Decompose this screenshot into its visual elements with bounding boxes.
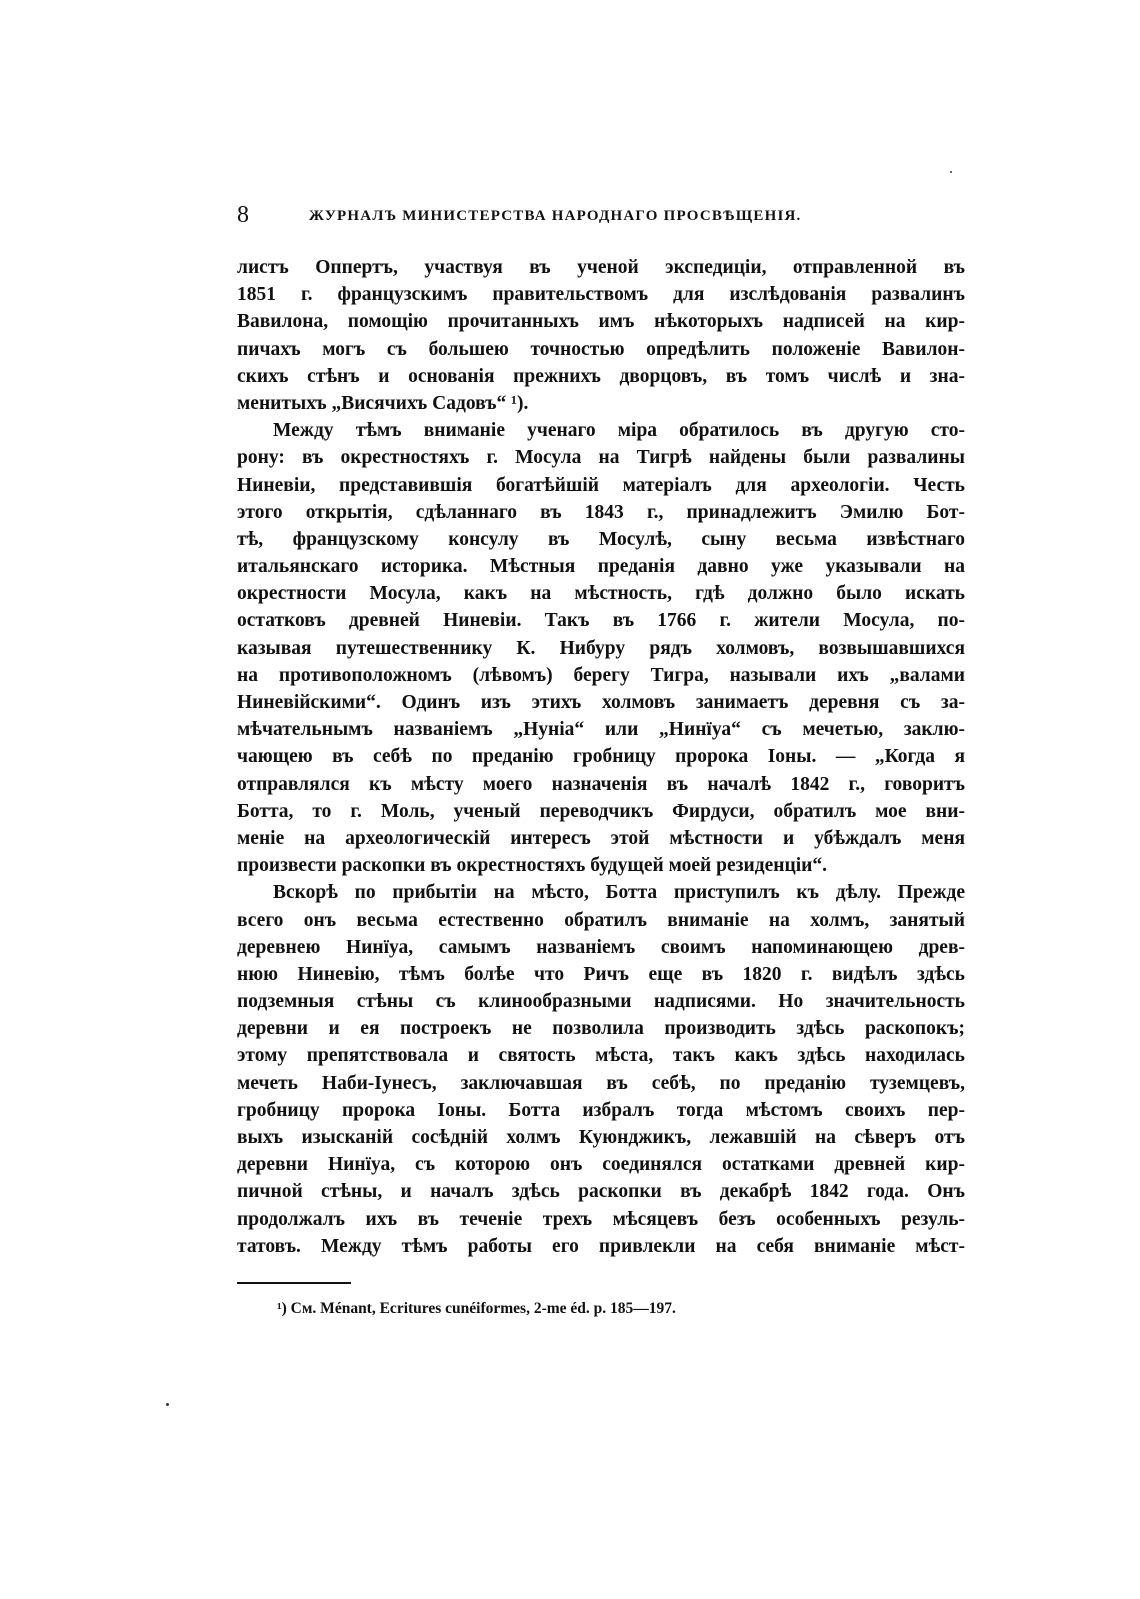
text-line: менитыхъ „Висячихъ Садовъ“ ¹). [237, 392, 529, 414]
text-line: деревнею Нинїуа, самымъ названіемъ своимъ напоминающею древ- [237, 936, 965, 958]
text-line: окрестности Мосула, какъ на мѣстность, гдѣ должно было искать [237, 583, 965, 605]
page [237, 200, 965, 1320]
text-line: чающею въ себѣ по преданію гробницу пророка Іоны. — „Когда я [237, 746, 965, 768]
text-line: меніе на археологическій интересъ этой мѣстности и убѣждалъ меня [237, 827, 965, 849]
text-line: Ботта, то г. Моль, ученый переводчикъ Фирдуси, обратилъ мое вни- [237, 800, 965, 822]
text-line: тѣ, французскому консулу въ Мосулѣ, сыну весьма извѣстнаго [237, 528, 965, 550]
text-line: этому препятствовала и святость мѣста, такъ какъ здѣсь находилась [237, 1045, 965, 1067]
speck-mark [166, 1403, 169, 1406]
body-text [237, 254, 965, 1260]
page-number: 8 [237, 202, 249, 228]
footnote-rule [237, 1282, 351, 1284]
text-line: деревни Нинїуа, съ которою онъ соединялся остатками древней кир- [237, 1154, 965, 1176]
page-header [237, 200, 965, 236]
footnote: ¹) См. Ménant, Ecritures cunéiformes, 2-me éd. p. 185—197. [277, 1299, 676, 1317]
text-line: Ниневіи, представившія богатѣйшій матеріалъ для археологіи. Честь [237, 474, 965, 496]
text-line: на противоположномъ (лѣвомъ) берегу Тигра, называли ихъ „валами [237, 664, 965, 686]
text-line: пичной стѣны, и началъ здѣсь раскопки въ декабрѣ 1842 года. Онъ [237, 1181, 965, 1203]
text-line: всего онъ весьма естественно обратилъ вниманіе на холмъ, занятый [237, 909, 965, 931]
text-line: итальянскаго историка. Мѣстныя преданія давно уже указывали на [237, 556, 965, 578]
paragraph [237, 879, 965, 1260]
text-line: деревни и ея построекъ не позволила производить здѣсь раскопокъ; [237, 1018, 965, 1040]
text-line: скихъ стѣнъ и основанія прежнихъ дворцовъ, въ томъ числѣ и зна- [237, 365, 965, 387]
paragraph [237, 417, 965, 879]
text-line: 1851 г. французскимъ правительствомъ для изслѣдованія развалинъ [237, 284, 965, 306]
text-line: Ниневійскими“. Одинъ изъ этихъ холмовъ занимаетъ деревня съ за- [237, 692, 965, 713]
text-line: мѣчательнымъ названіемъ „Нуніа“ или „Нинїуа“ съ мечетью, заклю- [237, 719, 965, 741]
text-line: татовъ. Между тѣмъ работы его привлекли на себя вниманіе мѣст- [237, 1235, 965, 1257]
text-line: гробницу пророка Іоны. Ботта избралъ тогда мѣстомъ своихъ пер- [237, 1099, 965, 1121]
text-line: этого открытія, сдѣланнаго въ 1843 г., принадлежитъ Эмилю Бот- [237, 501, 965, 523]
text-line: Между тѣмъ вниманіе ученаго міра обратилось въ другую сто- [273, 420, 965, 442]
running-title: ЖУРНАЛЪ МИНИСТЕРСТВА НАРОДНАГО ПРОСВѢЩЕНІЯ. [309, 208, 802, 224]
text-line: произвести раскопки въ окрестностяхъ будущей моей резиденціи“. [237, 855, 827, 877]
text-line: рону: въ окрестностяхъ г. Мосула на Тигрѣ найдены были развалины [237, 447, 965, 469]
text-line: листъ Оппертъ, участвуя въ ученой экспедиціи, отправленной въ [237, 257, 965, 278]
text-line: продолжалъ ихъ въ теченіе трехъ мѣсяцевъ безъ особенныхъ резуль- [237, 1208, 965, 1230]
text-line: Вскорѣ по прибытіи на мѣсто, Ботта приступилъ къ дѣлу. Прежде [273, 882, 965, 904]
text-line: выхъ изысканій сосѣдній холмъ Куюнджикъ, лежавшій на сѣверъ отъ [237, 1127, 965, 1148]
paragraph [237, 254, 965, 417]
text-line: Вавилона, помощію прочитанныхъ имъ нѣкоторыхъ надписей на кир- [237, 311, 965, 333]
text-line: отправлялся къ мѣсту моего назначенія въ началѣ 1842 г., говоритъ [237, 773, 965, 795]
text-line: мечеть Наби-Іунесъ, заключавшая въ себѣ, по преданію туземцевъ, [237, 1072, 965, 1094]
text-line: пичахъ могъ съ большею точностью опредѣлить положеніе Вавилон- [237, 338, 965, 360]
text-line: подземныя стѣны съ клинообразными надписями. Но значительность [237, 991, 965, 1013]
speck-mark [950, 171, 952, 173]
text-line: казывая путешественнику К. Нибуру рядъ холмовъ, возвышавшихся [237, 637, 965, 659]
text-line: остатковъ древней Ниневіи. Такъ въ 1766 г. жители Мосула, по- [237, 610, 965, 632]
text-line: нюю Ниневію, тѣмъ болѣе что Ричъ еще въ 1820 г. видѣлъ здѣсь [237, 963, 965, 985]
